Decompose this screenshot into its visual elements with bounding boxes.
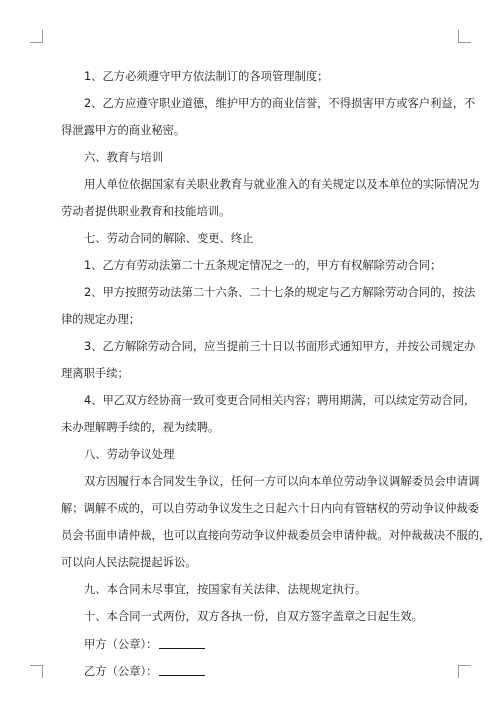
clause-line: 2、甲方按照劳动法第二十六条、二十七条的规定与乙方解除劳动合同的，按法: [84, 286, 476, 299]
clause-line: 九、本合同未尽事宜，按国家有关法律、法规规定执行。: [84, 583, 367, 596]
clause-line: 4、甲乙双方经协商一致可变更合同相关内容；聘用期满，可以续定劳动合同，: [84, 394, 476, 407]
clause-line: 1、乙方有劳动法第二十五条规定情况之一的，甲方有权解除劳动合同；: [84, 259, 442, 272]
clause-line: 劳动者提供职业教育和技能培训。: [61, 205, 231, 218]
signature-label-party-b: 乙方（公章）：: [84, 665, 158, 678]
clause-line: 理离职手续；: [61, 367, 129, 380]
section-heading: 七、劳动合同的解除、变更、终止: [84, 232, 254, 245]
crop-mark-top-right: [458, 30, 471, 43]
clause-line: 1、乙方必须遵守甲方依法制订的各项管理制度；: [84, 70, 329, 83]
section-heading: 六、教育与培训: [84, 151, 164, 164]
clause-line: 得泄露甲方的商业秘密。: [61, 124, 186, 137]
clause-line: 解；调解不成的，可以自劳动争议发生之日起六十日内向有管辖权的劳动争议仲裁委: [61, 502, 479, 515]
crop-mark-bottom-right: [458, 665, 471, 678]
crop-mark-bottom-left: [30, 665, 43, 678]
clause-line: 用人单位依据国家有关职业教育与就业准入的有关规定以及本单位的实际情况为: [84, 178, 480, 191]
signature-label-party-a: 甲方（公章）：: [84, 638, 158, 651]
clause-line: 2、乙方应遵守职业道德，维护甲方的商业信誉，不得损害甲方或客户利益，不: [84, 97, 476, 110]
clause-line: 律的规定办理；: [61, 313, 141, 326]
clause-line: 员会书面申请仲裁，也可以直接向劳动争议仲裁委员会申请仲裁。对仲裁裁决不服的，: [61, 529, 491, 542]
clause-line: 双方因履行本合同发生争议，任何一方可以向本单位劳动争议调解委员会申请调: [84, 475, 480, 488]
clause-line: 未办理解聘手续的，视为续聘。: [61, 421, 220, 434]
signature-blank-party-b: [159, 664, 205, 676]
signature-blank-party-a: [159, 637, 205, 649]
signature-line-party-a: [84, 637, 205, 652]
clause-line: 可以向人民法院提起诉讼。: [61, 556, 197, 569]
clause-line: 3、乙方解除劳动合同，应当提前三十日以书面形式通知甲方，并按公司规定办: [84, 340, 476, 353]
section-heading: 八、劳动争议处理: [84, 448, 175, 461]
signature-line-party-b: [84, 664, 205, 679]
clause-line: 十、本合同一式两份，双方各执一份，自双方签字盖章之日起生效。: [84, 610, 423, 623]
crop-mark-top-left: [30, 30, 43, 43]
